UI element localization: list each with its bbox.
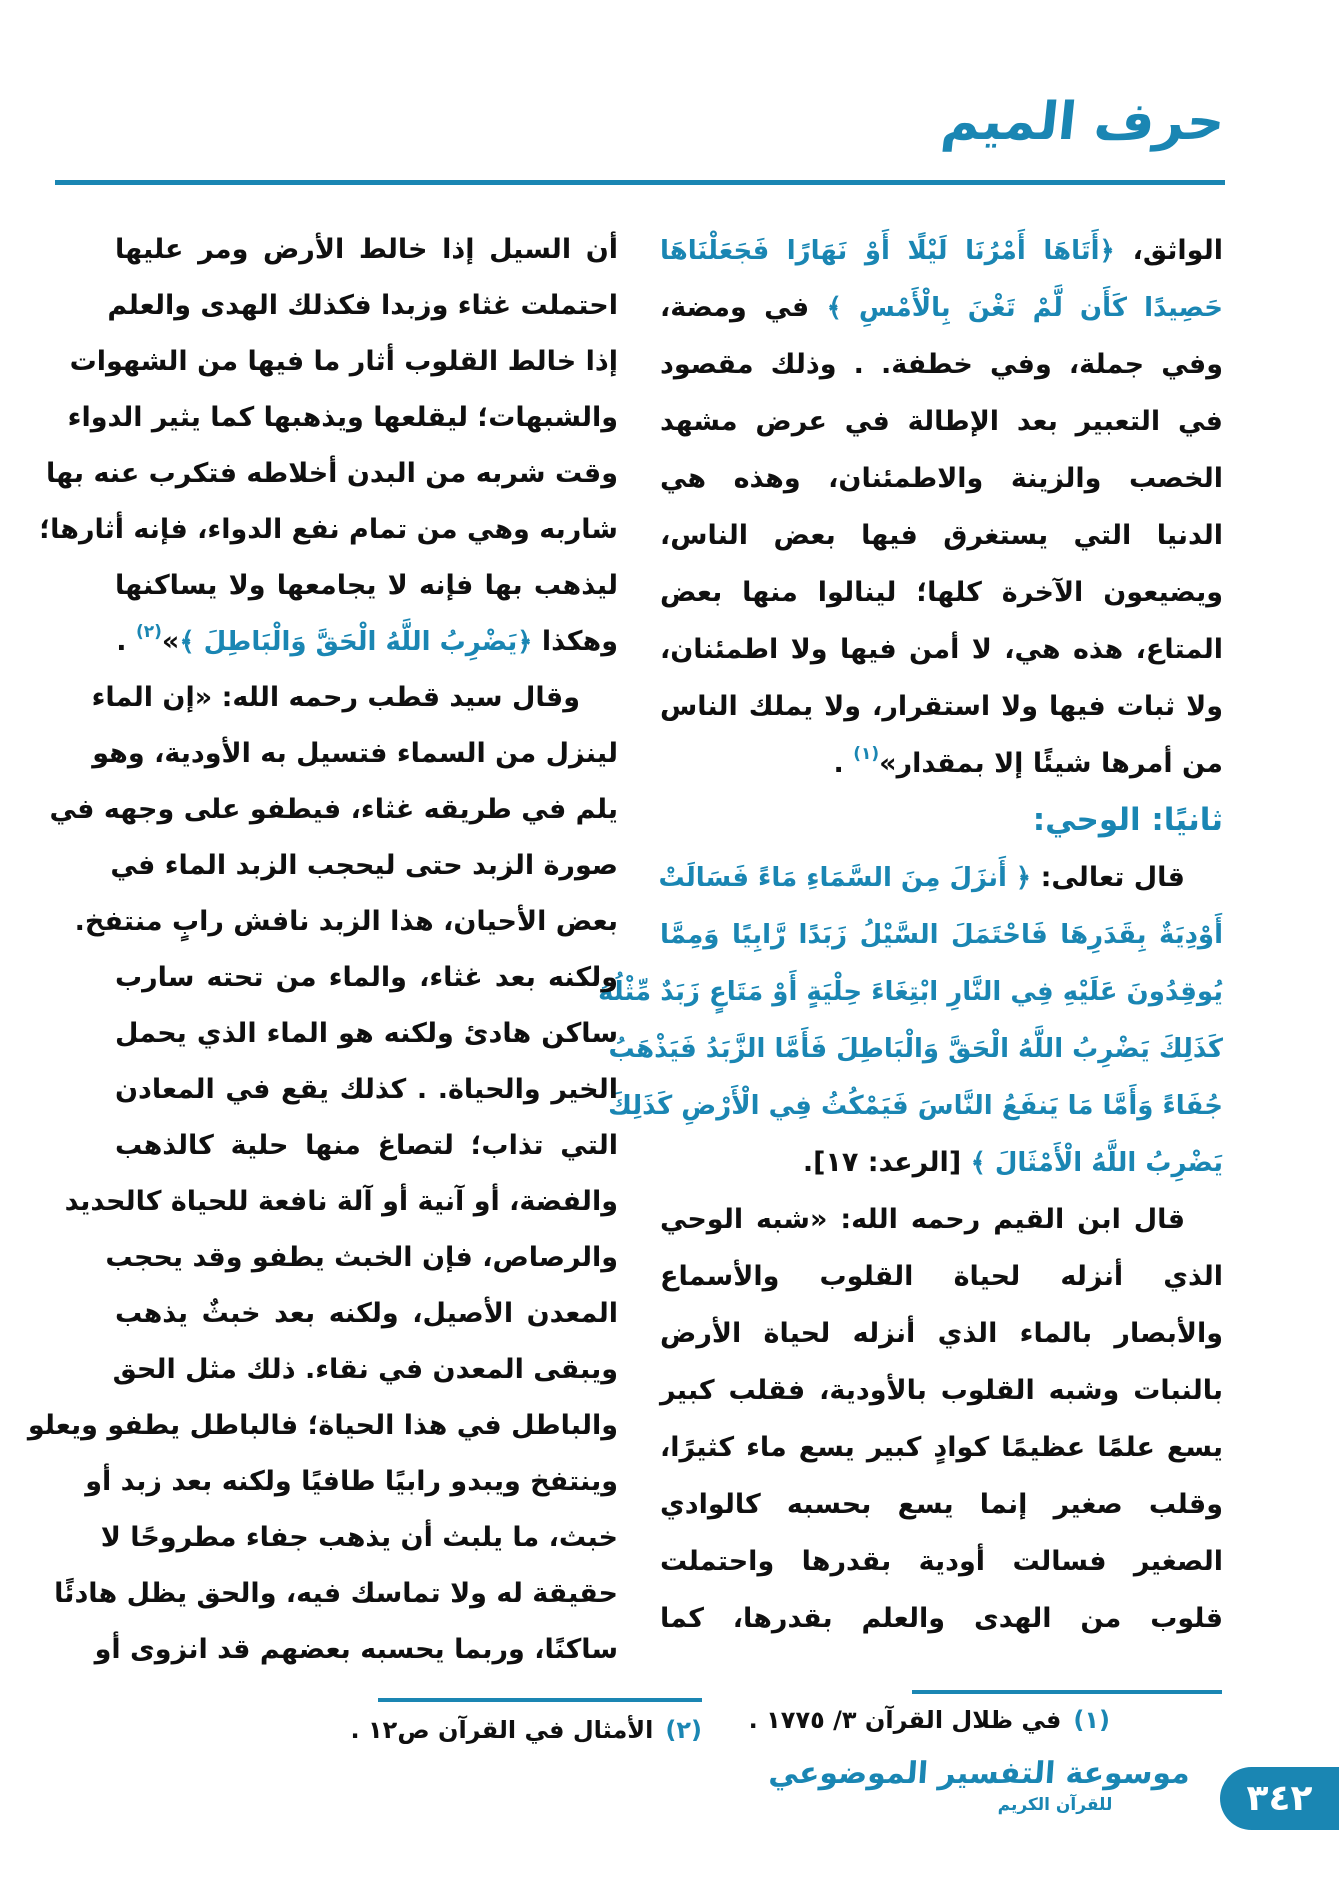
body-text: قلوب من الهدى والعلم بقدرها، كما bbox=[660, 1603, 1223, 1634]
quran-text: أَوْدِيَةٌ بِقَدَرِهَا فَاحْتَمَلَ السَّيْلُ زَبَدًا رَّابِيًا وَمِمَّا bbox=[660, 920, 1223, 950]
text-line bbox=[27, 1398, 618, 1454]
text-line bbox=[660, 393, 1223, 450]
text-line bbox=[115, 222, 618, 278]
text-line bbox=[64, 1174, 618, 1230]
body-text: احتملت غثاء وزبدا فكذلك الهدى والعلم bbox=[107, 290, 618, 321]
text-line bbox=[660, 1590, 1223, 1647]
text-line bbox=[69, 334, 618, 390]
quran-text: حَصِيدًا كَأَن لَّمْ تَغْنَ بِالْأَمْسِ ﴾ bbox=[826, 293, 1223, 323]
text-line bbox=[660, 1533, 1223, 1590]
text-line bbox=[110, 838, 618, 894]
text-line bbox=[91, 670, 618, 726]
body-text: وفي جملة، وفي خطفة. . وذلك مقصود bbox=[660, 349, 1223, 380]
text-line bbox=[660, 1305, 1223, 1362]
publisher-logo-subtitle: للقرآن الكريم bbox=[997, 1795, 1113, 1815]
text-line bbox=[660, 1134, 1223, 1191]
body-text: ولا ثبات فيها ولا استقرار، ولا يملك الناس bbox=[660, 691, 1223, 722]
footnote-2-marker: (٢) bbox=[665, 1716, 702, 1744]
body-text: ويضيعون الآخرة كلها؛ لينالوا منها بعض bbox=[660, 577, 1223, 608]
quran-text: ﴿أَتَاهَا أَمْرُنَا لَيْلًا أَوْ نَهَارًا فَجَعَلْنَاهَا bbox=[660, 236, 1115, 266]
header-rule bbox=[55, 180, 1225, 185]
text-line bbox=[660, 678, 1223, 735]
text-line bbox=[49, 782, 618, 838]
body-text: حقيقة له ولا تماسك فيه، والحق يظل هادئًا bbox=[54, 1578, 618, 1609]
footnote-divider-left bbox=[378, 1698, 702, 1702]
body-text: . bbox=[833, 748, 854, 779]
text-line bbox=[107, 278, 618, 334]
text-line bbox=[67, 390, 618, 446]
body-text: في التعبير بعد الإطالة في عرض مشهد bbox=[660, 406, 1223, 437]
text-line bbox=[660, 222, 1223, 279]
body-text: وينتفخ ويبدو رابيًا طافيًا ولكنه بعد زبد أو bbox=[85, 1466, 618, 1497]
body-text: الصغير فسالت أودية بقدرها واحتملت bbox=[660, 1546, 1223, 1577]
body-text: [الرعد: ١٧]. bbox=[802, 1147, 971, 1178]
text-line bbox=[74, 894, 618, 950]
text-column-right bbox=[598, 222, 1223, 1647]
body-text: يسع علمًا عظيمًا كوادٍ كبير يسع ماء كثيرًا، bbox=[660, 1432, 1223, 1463]
text-line bbox=[660, 1362, 1223, 1419]
body-text: بالنبات وشبه القلوب بالأودية، فقلب كبير bbox=[660, 1375, 1223, 1406]
text-line bbox=[115, 1118, 618, 1174]
body-text: شاربه وهي من تمام نفع الدواء، فإنه أثارها؛ bbox=[39, 514, 618, 545]
text-line bbox=[115, 950, 618, 1006]
text-line bbox=[105, 1230, 618, 1286]
text-line bbox=[660, 849, 1223, 906]
body-text: يلم في طريقه غثاء، فيطفو على وجهه في bbox=[49, 794, 618, 825]
body-text: الدنيا التي يستغرق فيها بعض الناس، bbox=[660, 520, 1223, 551]
text-line bbox=[660, 279, 1223, 336]
body-text: وقت شربه من البدن أخلاطه فتكرب عنه بها bbox=[45, 458, 618, 489]
body-text: ليذهب بها فإنه لا يجامعها ولا يساكنها bbox=[115, 570, 618, 601]
footnote-ref-marker: (١) bbox=[853, 744, 880, 764]
text-line bbox=[608, 1020, 1223, 1077]
text-line bbox=[660, 792, 1223, 849]
quran-text: ﴿يَضْرِبُ اللَّهُ الْحَقَّ وَالْبَاطِلَ ﴾ bbox=[179, 627, 533, 657]
footnote-2-text: الأمثال في القرآن ص١٢ . bbox=[350, 1716, 654, 1744]
body-text: والفضة، أو آنية أو آلة نافعة للحياة كالحديد bbox=[64, 1186, 618, 1217]
text-line bbox=[660, 1191, 1223, 1248]
body-text: وقال سيد قطب رحمه الله: «إن الماء bbox=[91, 682, 580, 713]
text-line bbox=[115, 1006, 618, 1062]
body-text: الخير والحياة. . كذلك يقع في المعادن bbox=[115, 1074, 618, 1105]
footnote-ref-marker: (٢) bbox=[135, 622, 162, 642]
body-text: المتاع، هذه هي، لا أمن فيها ولا اطمئنان، bbox=[660, 634, 1223, 665]
text-line bbox=[598, 963, 1223, 1020]
page-number: ٣٤٢ bbox=[1246, 1778, 1313, 1819]
body-text: خبث، ما يلبث أن يذهب جفاء مطروحًا لا bbox=[100, 1522, 618, 1553]
text-line bbox=[45, 446, 618, 502]
quran-text: ﴿ أَنزَلَ مِنَ السَّمَاءِ مَاءً فَسَالَتْ bbox=[658, 863, 1032, 893]
quran-text: جُفَاءً وَأَمَّا مَا يَنفَعُ النَّاسَ فَيَمْكُثُ فِي الْأَرْضِ كَذَلِكَ bbox=[608, 1091, 1223, 1121]
text-line bbox=[112, 1342, 618, 1398]
publisher-logo-title: موسوعة التفسير الموضوعي bbox=[767, 1756, 1192, 1791]
body-text: الواثق، bbox=[1114, 235, 1223, 266]
text-line bbox=[39, 502, 618, 558]
body-text: والأبصار بالماء الذي أنزله لحياة الأرض bbox=[660, 1318, 1223, 1349]
quran-text: كَذَلِكَ يَضْرِبُ اللَّهُ الْحَقَّ وَالْبَاطِلَ فَأَمَّا الزَّبَدُ فَيَذْهَبُ bbox=[608, 1034, 1223, 1064]
body-text: الذي أنزله لحياة القلوب والأسماع bbox=[660, 1261, 1223, 1292]
body-text: ساكن هادئ ولكنه هو الماء الذي يحمل bbox=[115, 1018, 618, 1049]
body-text: المعدن الأصيل، ولكنه بعد خبثٌ يذهب bbox=[115, 1298, 618, 1329]
page-number-badge bbox=[1220, 1767, 1339, 1830]
body-text: . bbox=[116, 626, 136, 657]
text-line bbox=[115, 558, 618, 614]
footnote-divider-right bbox=[912, 1690, 1222, 1694]
body-text: من أمرها شيئًا إلا بمقدار» bbox=[879, 748, 1223, 779]
chapter-title: حرف الميم bbox=[939, 92, 1229, 152]
body-text: ساكنًا، وربما يحسبه بعضهم قد انزوى أو bbox=[94, 1634, 618, 1665]
body-text: قال ابن القيم رحمه الله: «شبه الوحي bbox=[660, 1204, 1185, 1235]
body-text: أن السيل إذا خالط الأرض ومر عليها bbox=[115, 234, 618, 265]
text-line bbox=[115, 614, 618, 670]
body-text: والباطل في هذا الحياة؛ فالباطل يطفو ويعلو bbox=[27, 1410, 618, 1441]
body-text: » bbox=[161, 626, 180, 657]
body-text: لينزل من السماء فتسيل به الأودية، وهو bbox=[92, 738, 618, 769]
text-column-left bbox=[27, 222, 618, 1678]
text-line bbox=[660, 450, 1223, 507]
quran-text: يَضْرِبُ اللَّهُ الْأَمْثَالَ ﴾ bbox=[970, 1148, 1223, 1178]
quran-text: يُوقِدُونَ عَلَيْهِ فِي النَّارِ ابْتِغَاءَ حِلْيَةٍ أَوْ مَتَاعٍ زَبَدٌ مِّثْلُهُ bbox=[598, 977, 1223, 1007]
text-line bbox=[115, 1286, 618, 1342]
body-text: صورة الزبد حتى ليحجب الزبد الماء في bbox=[110, 850, 618, 881]
text-line bbox=[660, 735, 1223, 792]
body-text: التي تذاب؛ لتصاغ منها حلية كالذهب bbox=[115, 1130, 618, 1161]
body-text: وقلب صغير إنما يسع بحسبه كالوادي bbox=[660, 1489, 1223, 1520]
text-line bbox=[100, 1510, 618, 1566]
text-line bbox=[85, 1454, 618, 1510]
text-line bbox=[660, 1476, 1223, 1533]
body-text: والرصاص، فإن الخبث يطفو وقد يحجب bbox=[105, 1242, 618, 1273]
body-text: وهكذا bbox=[532, 626, 618, 657]
text-line bbox=[660, 1248, 1223, 1305]
body-text: والشبهات؛ ليقلعها ويذهبها كما يثير الدواء bbox=[67, 402, 618, 433]
text-line bbox=[115, 1062, 618, 1118]
text-line bbox=[660, 1419, 1223, 1476]
text-line bbox=[608, 1077, 1223, 1134]
body-text: بعض الأحيان، هذا الزبد نافش رابٍ منتفخ. bbox=[74, 906, 618, 937]
body-text: إذا خالط القلوب أثار ما فيها من الشهوات bbox=[69, 346, 618, 377]
footnote-1-text: في ظلال القرآن ٣/ ١٧٧٥ . bbox=[748, 1706, 1062, 1734]
body-text: في ومضة، bbox=[660, 292, 827, 323]
body-text: قال تعالى: bbox=[1031, 862, 1185, 893]
footnote-1 bbox=[749, 1706, 1110, 1734]
text-line bbox=[660, 336, 1223, 393]
body-text: ويبقى المعدن في نقاء. ذلك مثل الحق bbox=[112, 1354, 618, 1385]
body-text: الخصب والزينة والاطمئنان، وهذه هي bbox=[660, 463, 1223, 494]
quran-text: ثانيًا: الوحي: bbox=[1032, 802, 1223, 838]
text-line bbox=[54, 1566, 618, 1622]
text-line bbox=[660, 507, 1223, 564]
text-line bbox=[660, 621, 1223, 678]
footnote-1-marker: (١) bbox=[1073, 1706, 1110, 1734]
publisher-logo bbox=[767, 1756, 1192, 1815]
body-text: ولكنه بعد غثاء، والماء من تحته سارب bbox=[115, 962, 618, 993]
text-line bbox=[94, 1622, 618, 1678]
text-line bbox=[660, 906, 1223, 963]
footnote-2 bbox=[351, 1716, 702, 1744]
text-line bbox=[660, 564, 1223, 621]
text-line bbox=[92, 726, 618, 782]
